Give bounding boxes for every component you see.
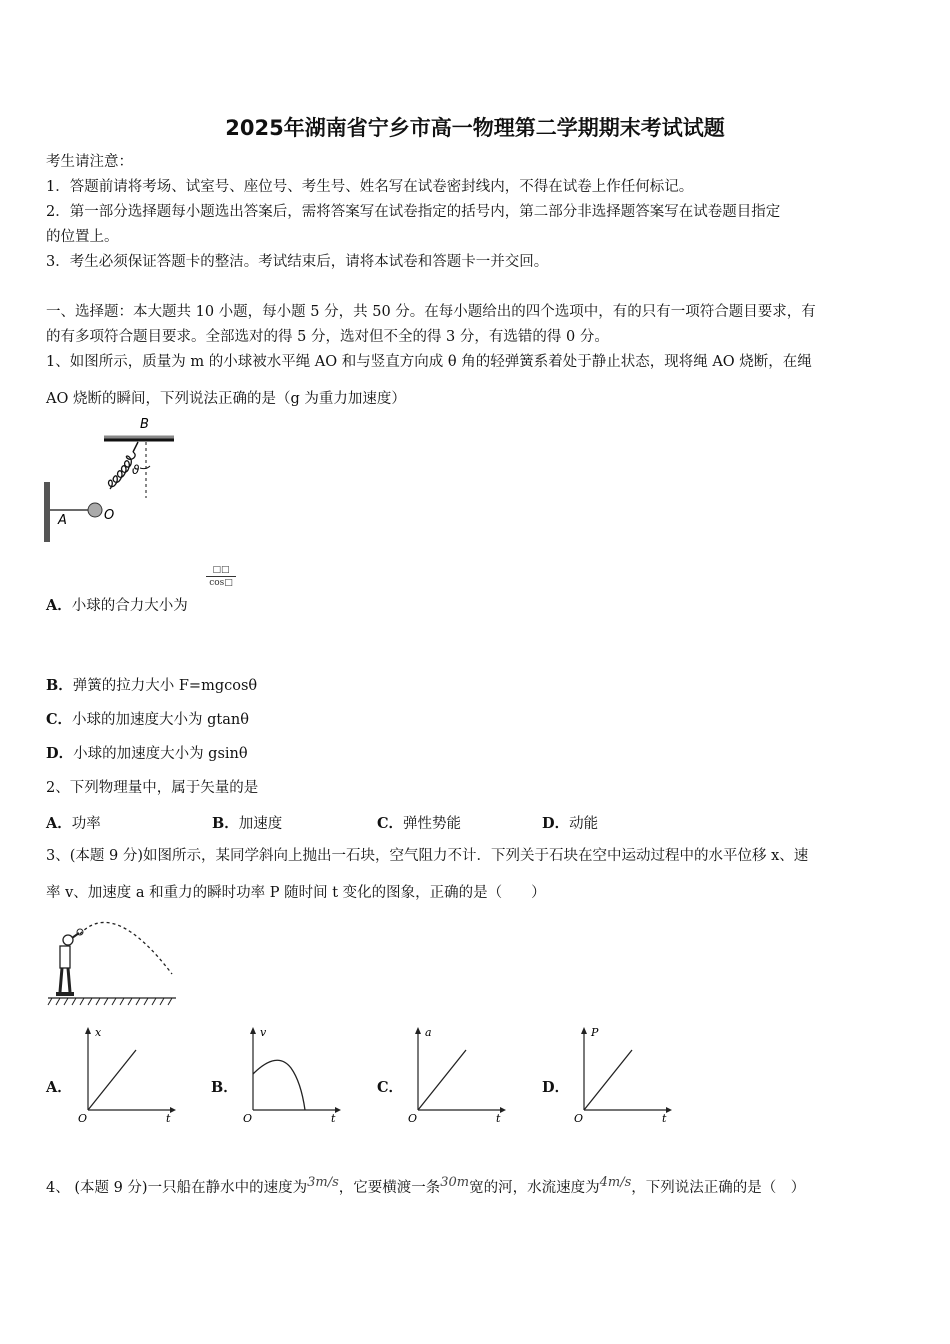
- q3-graph-b-origin: O: [243, 1112, 253, 1125]
- q4-part4: ，下列说法正确的是（ ）: [631, 1179, 806, 1196]
- q3-option-c[interactable]: [377, 1076, 403, 1097]
- q2-option-d-text: 动能: [569, 816, 599, 832]
- notice-heading: 考生请注意：: [46, 154, 133, 170]
- q3-option-d[interactable]: [542, 1076, 569, 1097]
- q1-fraction-numerator: □□: [206, 564, 236, 577]
- q3-thrower-figure: [44, 912, 180, 1008]
- q1-label-theta: ϑ: [132, 463, 140, 477]
- q2-option-a-letter: A．: [46, 815, 72, 832]
- q2-option-d[interactable]: [542, 812, 598, 833]
- section-intro-line1: 一、选择题：本大题共 10 小题，每小题 5 分，共 50 分。在每小题给出的四个选项中，有的只有一项符合题目要求，有: [46, 304, 816, 320]
- q1-option-c-text: 小球的加速度大小为 gtanθ: [72, 712, 249, 728]
- q1-option-c[interactable]: [46, 710, 908, 730]
- q1-option-d-text: 小球的加速度大小为 gsinθ: [73, 746, 248, 762]
- q4-part3: 宽的河，水流速度为: [469, 1179, 600, 1196]
- q2-option-c-text: 弹性势能: [403, 816, 462, 832]
- q2-stem: 2、下列物理量中，属于矢量的是: [46, 780, 259, 796]
- q3-graph-a: [74, 1024, 184, 1124]
- q4-river-width: 30m: [440, 1175, 470, 1190]
- q1-spring-figure: [40, 412, 180, 547]
- section-intro-line2: 的有多项符合题目要求。全部选对的得 5 分，选对但不全的得 3 分，有选错的得 0 分。: [46, 329, 609, 345]
- q3-graph-b-ylabel: v: [260, 1026, 267, 1039]
- notice-item-2: 2．第一部分选择题每小题选出答案后，需将答案写在试卷指定的括号内，第二部分非选择题答案写在试卷题目指定: [46, 204, 781, 220]
- q3-graph-d-ylabel: P: [591, 1026, 599, 1039]
- q3-graph-b: [239, 1024, 349, 1124]
- q1-stem-line2: AO 烧断的瞬间，下列说法正确的是（g 为重力加速度）: [46, 391, 406, 407]
- q4-part2: ，它要横渡一条: [338, 1179, 441, 1196]
- q2-option-b-text: 加速度: [238, 816, 283, 832]
- q3-option-c-letter: C．: [377, 1079, 404, 1096]
- q3-graph-c: [404, 1024, 514, 1124]
- q3-option-a[interactable]: [46, 1076, 72, 1097]
- q3-option-a-letter: A．: [46, 1079, 72, 1096]
- notice-item-2-cont: 的位置上。: [46, 229, 119, 245]
- q3-stem-line1: 3、(本题 9 分)如图所示，某同学斜向上抛出一石块，空气阻力不计．下列关于石块在空中运动过程中的水平位移 x、速: [46, 848, 809, 864]
- q2-option-b[interactable]: [212, 812, 282, 833]
- q2-option-c-letter: C．: [377, 815, 404, 832]
- q3-graph-a-ylabel: x: [95, 1026, 102, 1039]
- q4-part1: 4、 (本题 9 分)一只船在静水中的速度为: [46, 1179, 308, 1196]
- page-title: 2025年湖南省宁乡市高一物理第二学期期末考试试题: [225, 116, 725, 140]
- q3-stem-line2: 率 v、加速度 a 和重力的瞬时功率 P 随时间 t 变化的图象，正确的是（ ）: [46, 885, 546, 901]
- q4-stem: [46, 1173, 908, 1198]
- q1-option-a-letter: A．: [46, 597, 72, 614]
- q2-option-a[interactable]: [46, 812, 101, 833]
- q3-graph-a-origin: O: [78, 1112, 88, 1125]
- q1-option-c-letter: C．: [46, 711, 73, 728]
- q3-graph-c-ylabel: a: [425, 1026, 432, 1039]
- q3-option-d-letter: D．: [542, 1079, 570, 1096]
- q1-option-b-letter: B．: [46, 677, 73, 694]
- q3-graph-d: [570, 1024, 680, 1124]
- q1-option-b[interactable]: [46, 676, 908, 696]
- notice-item-3: 3．考生必须保证答题卡的整洁。考试结束后，请将本试卷和答题卡一并交回。: [46, 254, 549, 270]
- q1-option-b-text: 弹簧的拉力大小 F=mgcosθ: [72, 678, 258, 694]
- q1-option-d[interactable]: [46, 744, 908, 764]
- q3-option-b[interactable]: [211, 1076, 238, 1097]
- q2-option-d-letter: D．: [542, 815, 570, 832]
- q2-option-c[interactable]: [377, 812, 461, 833]
- q4-current-speed: 4m/s: [599, 1175, 632, 1190]
- q3-option-b-letter: B．: [211, 1079, 238, 1096]
- q1-stem-line1: 1、如图所示，质量为 m 的小球被水平绳 AO 和与竖直方向成 θ 角的轻弹簧系着处于静止状态，现将绳 AO 烧断，在绳: [46, 354, 812, 370]
- q4-speed-still: 3m/s: [307, 1175, 339, 1190]
- q2-option-a-text: 功率: [71, 816, 101, 832]
- q1-fraction: [206, 564, 236, 589]
- q3-graph-a-xlabel: t: [166, 1112, 171, 1125]
- q1-option-d-letter: D．: [46, 745, 74, 762]
- q1-label-o: O: [104, 508, 115, 523]
- q1-option-a-text: 小球的合力大小为: [71, 598, 188, 614]
- q1-fraction-denominator: cos□: [209, 578, 233, 588]
- q2-option-b-letter: B．: [212, 815, 239, 832]
- q3-graph-c-xlabel: t: [496, 1112, 501, 1125]
- notice-item-1: 1．答题前请将考场、试室号、座位号、考生号、姓名写在试卷密封线内，不得在试卷上作任何标记。: [46, 179, 694, 195]
- q3-graph-b-xlabel: t: [331, 1112, 336, 1125]
- q3-graph-d-xlabel: t: [662, 1112, 667, 1125]
- q3-graph-d-origin: O: [574, 1112, 584, 1125]
- q1-label-b: B: [140, 417, 149, 432]
- q3-graph-c-origin: O: [408, 1112, 418, 1125]
- q1-label-a: A: [58, 513, 67, 528]
- q1-option-a[interactable]: [46, 594, 188, 615]
